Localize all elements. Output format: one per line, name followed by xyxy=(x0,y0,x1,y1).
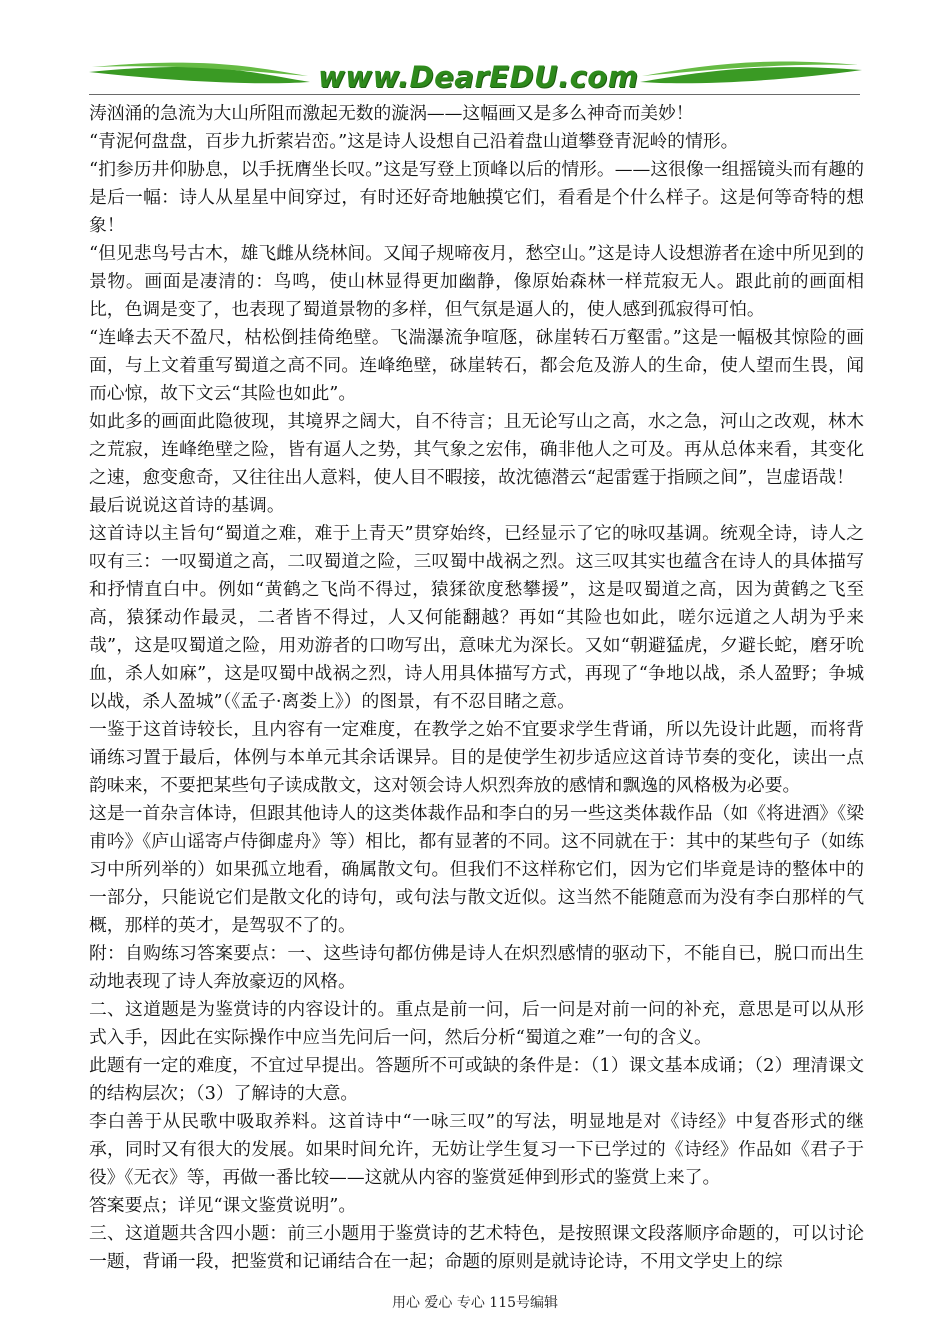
site-brand[interactable]: www.DearEDU.com xyxy=(318,60,639,94)
paragraph: 此题有一定的难度，不宜过早提出。答题所不可或缺的条件是：（1）课文基本成诵；（2）理清课文的结构层次；（3）了解诗的大意。 xyxy=(89,1055,864,1104)
paragraph: 涛汹涌的急流为大山所阻而激起无数的漩涡——这幅画又是多么神奇而美妙！ xyxy=(89,103,694,124)
paragraph: “连峰去天不盈尺，枯松倒挂倚绝壁。飞湍瀑流争喧豗，砯崖转石万壑雷。”这是一幅极其惊险的画面，与上文着重写蜀道之高不同。连峰绝壁，砯崖转石，都会危及游人的生命，使人望而生畏，闻而心惊，故下文云“其险也如此”。 xyxy=(89,327,864,404)
paragraph: 附：自购练习答案要点：一、这些诗句都仿佛是诗人在炽烈感情的驱动下，不能自已，脱口而出生动地表现了诗人奔放豪迈的风格。 xyxy=(89,943,864,992)
paragraph: 最后说说这首诗的基调。 xyxy=(89,495,285,516)
paragraph: 答案要点；详见“课文鉴赏说明”。 xyxy=(89,1195,357,1216)
page-header xyxy=(0,0,950,100)
paragraph: 二、这道题是为鉴赏诗的内容设计的。重点是前一问，后一问是对前一问的补充，意思是可以从形式入手，因此在实际操作中应当先问后一问，然后分析“蜀道之难”一句的含义。 xyxy=(89,999,864,1048)
paragraph: “青泥何盘盘，百步九折萦岩峦。”这是诗人设想自己沿着盘山道攀登青泥岭的情形。 xyxy=(89,131,739,152)
paragraph: 如此多的画面此隐彼现，其境界之阔大，自不待言；且无论写山之高，水之急，河山之改观，林木之荒寂，连峰绝壁之险，皆有逼人之势，其气象之宏伟，确非他人之可及。再从总体来看，其变化之速，愈变愈奇，又往往出人意料，使人目不暇接，故沈德潜云“起雷霆于指顾之间”，岂虚语哉！ xyxy=(89,411,864,488)
paragraph: 这首诗以主旨句“蜀道之难，难于上青天”贯穿始终，已经显示了它的咏叹基调。统观全诗，诗人之叹有三：一叹蜀道之高，二叹蜀道之险，三叹蜀中战祸之烈。这三叹其实也蕴含在诗人的具体描写和抒情直白中。例如“黄鹤之飞尚不得过，猿猱欲度愁攀援”，这是叹蜀道之高，因为黄鹤之飞至高，猿猱动作最灵，二者皆不得过，人又何能翻越？再如“其险也如此，嗟尔远道之人胡为乎来哉”，这是叹蜀道之险，用劝游者的口吻写出，意味尤为深长。又如“朝避猛虎，夕避长蛇，磨牙吮血，杀人如麻”，这是叹蜀中战祸之烈，诗人用具体描写方式，再现了“争地以战，杀人盈野；争城以战，杀人盈城”（《孟子·离娄上》）的图景，有不忍目睹之意。 xyxy=(89,523,864,712)
paragraph: 李白善于从民歌中吸取养料。这首诗中“一咏三叹”的写法，明显地是对《诗经》中复沓形式的继承，同时又有很大的发展。如果时间允许，无妨让学生复习一下已学过的《诗经》作品如《君子于役》《无衣》等，再做一番比较——这就从内容的鉴赏延伸到形式的鉴赏上来了。 xyxy=(89,1111,864,1188)
paragraph: “扪参历井仰胁息，以手抚膺坐长叹。”这是写登上顶峰以后的情形。——这很像一组摇镜头而有趣的是后一幅：诗人从星星中间穿过，有时还好奇地触摸它们，看看是个什么样子。这是何等奇特的想象！ xyxy=(89,159,864,236)
paragraph: 一鉴于这首诗较长，且内容有一定难度，在教学之始不宜要求学生背诵，所以先设计此题，而将背诵练习置于最后，体例与本单元其余话课异。目的是使学生初步适应这首诗节奏的变化，读出一点韵味来，不要把某些句子读成散文，这对领会诗人炽烈奔放的感情和飘逸的风格极为必要。 xyxy=(89,719,864,796)
document-body xyxy=(89,100,864,1270)
paragraph: “但见悲鸟号古木，雄飞雌从绕林间。又闻子规啼夜月，愁空山。”这是诗人设想游者在途中所见到的景物。画面是凄清的：鸟鸣，使山林显得更加幽静，像原始森林一样荒寂无人。跟此前的画面相比，色调是变了，也表现了蜀道景物的多样，但气氛是逼人的，使人感到孤寂得可怕。 xyxy=(89,243,864,320)
header-divider xyxy=(89,94,860,95)
paragraph: 三、这道题共含四小题：前三小题用于鉴赏诗的艺术特色，是按照课文段落顺序命题的，可以讨论一题，背诵一段，把鉴赏和记诵结合在一起；命题的原则是就诗论诗，不用文学史上的综 xyxy=(89,1223,864,1270)
paragraph: 这是一首杂言体诗，但跟其他诗人的这类体裁作品和李白的另一些这类体裁作品（如《将进酒》《梁甫吟》《庐山谣寄卢侍御虚舟》等）相比，都有显著的不同。这不同就在于：其中的某些句子（如练习中所列举的）如果孤立地看，确属散文句。但我们不这样称它们，因为它们毕竟是诗的整体中的一部分，只能说它们是散文化的诗句，或句法与散文近似。这当然不能随意而为没有李白那样的气概，那样的英才，是驾驭不了的。 xyxy=(89,803,864,936)
page-footer: 用心 爱心 专心 115号编辑 xyxy=(391,1295,559,1311)
